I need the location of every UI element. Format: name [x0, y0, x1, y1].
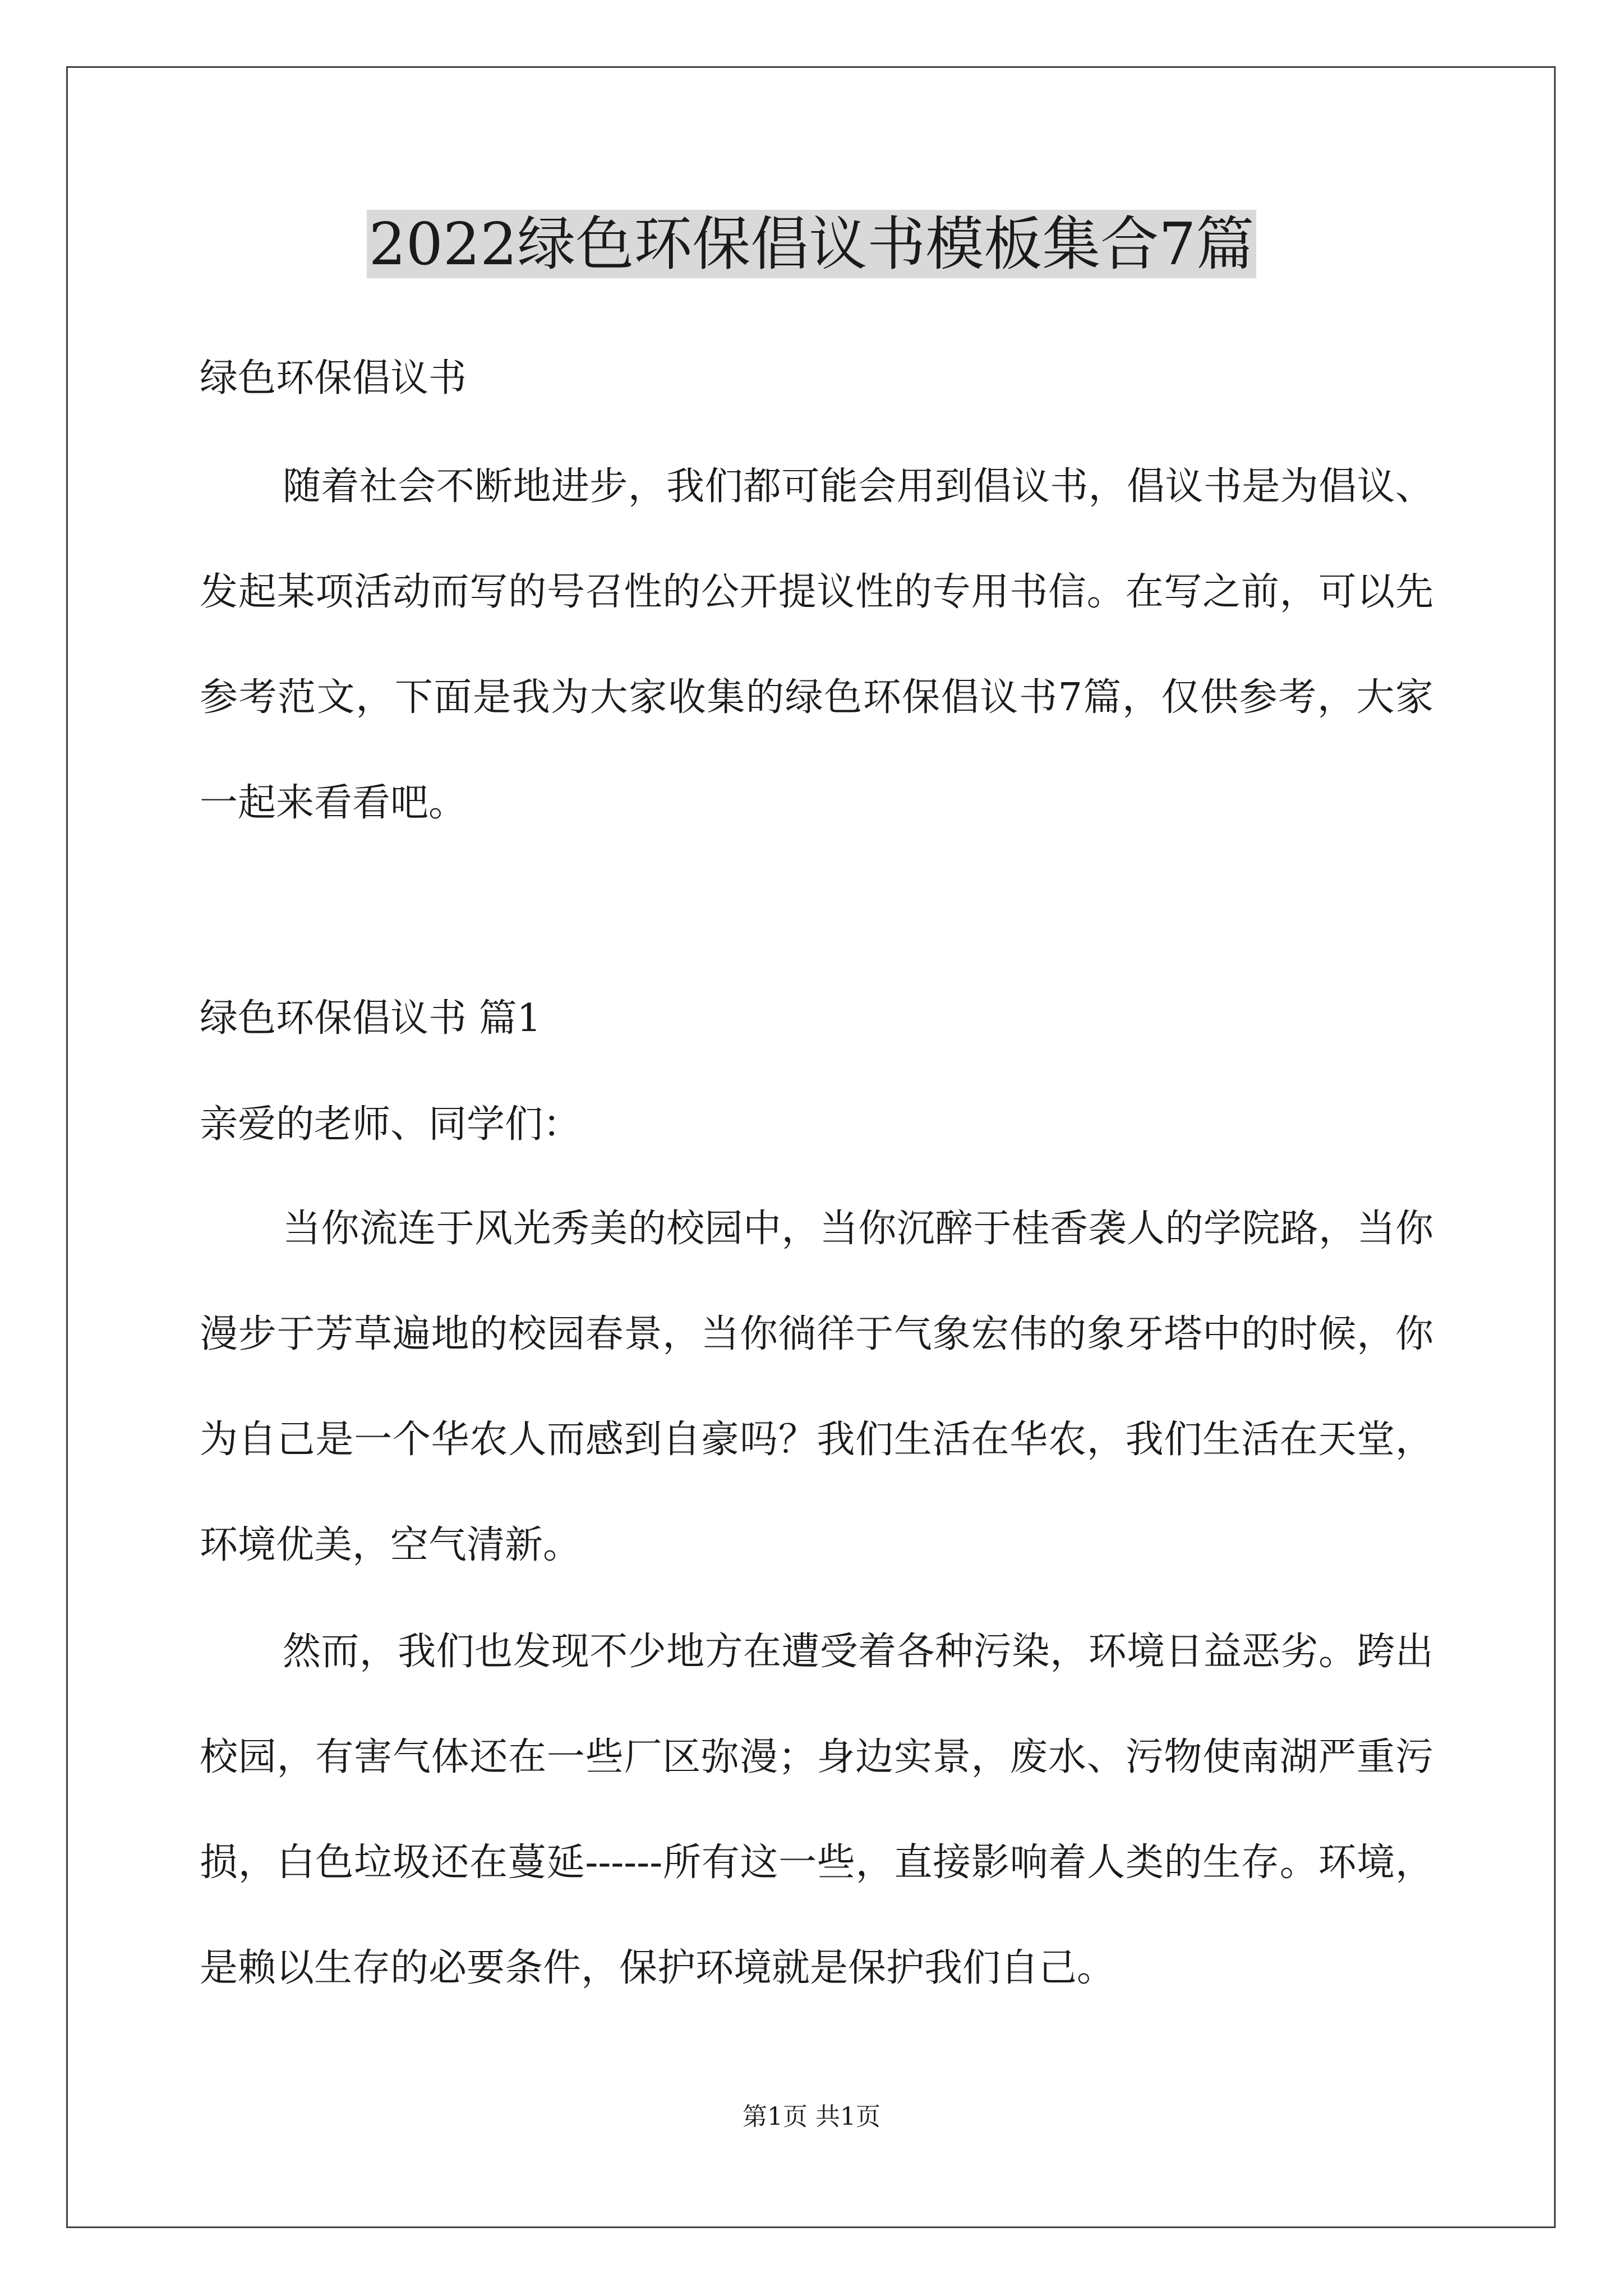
- document-title-text: 2022绿色环保倡议书模板集合7篇: [367, 210, 1257, 278]
- salutation: 亲爱的老师、同学们：: [200, 1102, 582, 1147]
- section-heading: 绿色环保倡议书 篇1: [200, 996, 541, 1041]
- intro-paragraph: 随着社会不断地进步，我们都可能会用到倡议书，倡议书是为倡议、发起某项活动而写的号召性的公开提议性的专用书信。在写之前，可以先参考范文，下面是我为大家收集的绿色环保倡议书7篇，仅供参考，大家一起来看看吧。: [200, 464, 1433, 825]
- document-title: [0, 205, 1623, 283]
- page-number: 第1页 共1页: [743, 2102, 880, 2131]
- intro-heading: 绿色环保倡议书: [200, 356, 467, 401]
- body-paragraph-2: 然而，我们也发现不少地方在遭受着各种污染，环境日益恶劣。跨出校园，有害气体还在一些厂区弥漫；身边实景，废水、污物使南湖严重污损，白色垃圾还在蔓延------所有这一些，直接影响着人类的生存。环境，是赖以生存的必要条件，保护环境就是保护我们自己。: [200, 1630, 1433, 1990]
- body-paragraph-1: 当你流连于风光秀美的校园中，当你沉醉于桂香袭人的学院路，当你漫步于芳草遍地的校园春景，当你徜徉于气象宏伟的象牙塔中的时候，你为自己是一个华农人而感到自豪吗？我们生活在华农，我们生活在天堂，环境优美，空气清新。: [200, 1207, 1433, 1567]
